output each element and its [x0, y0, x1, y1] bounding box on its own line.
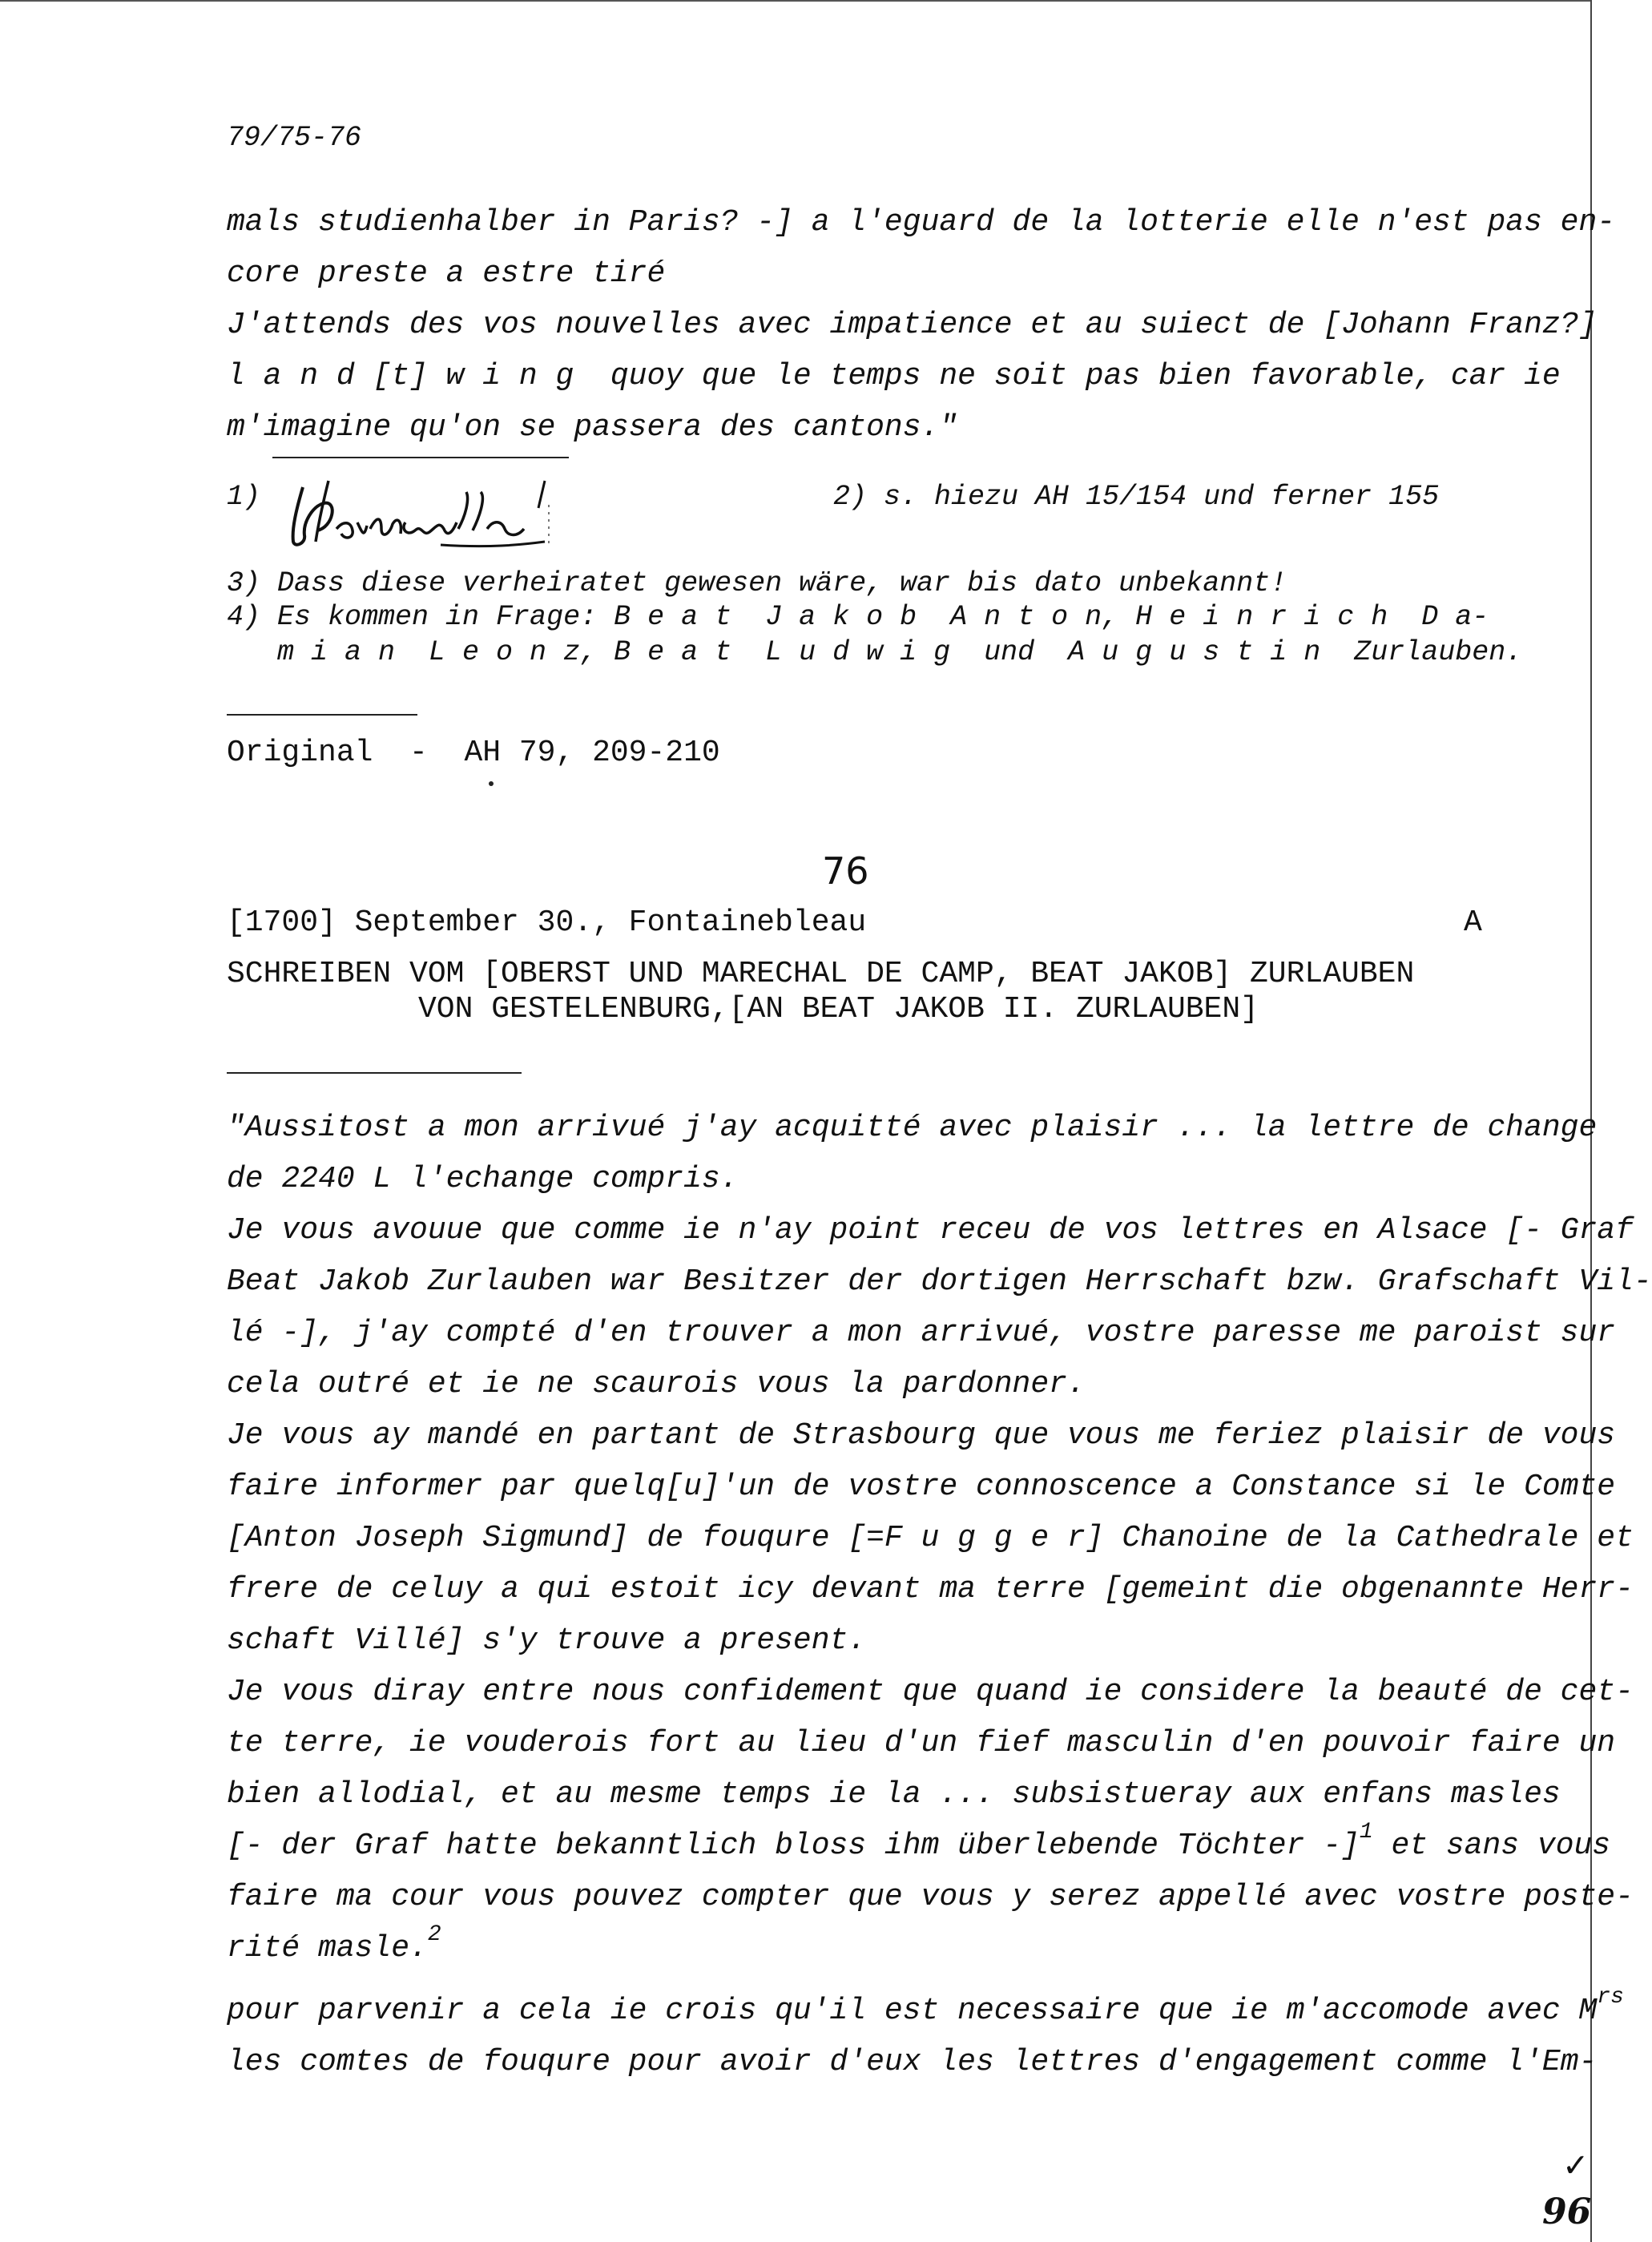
body-line-5: lé -], j'ay compté d'en trouver a mon arrivué, vostre paresse me paroist sur	[227, 1316, 1616, 1350]
body-line-12: Je vous diray entre nous confidement que quand ie considere la beauté de cet-	[227, 1675, 1634, 1709]
body-line-10: frere de celuy a qui estoit icy devant ma terre [gemeint die obgenannte Herr-	[227, 1572, 1634, 1607]
document-number: 76	[822, 849, 869, 893]
body-line-4: Beat Jakob Zurlauben war Besitzer der dortigen Herrschaft bzw. Grafschaft Vil-	[227, 1264, 1652, 1299]
page-border-top	[0, 0, 1590, 2]
footnote-4-line-2: m i a n L e o n z, B e a t L u d w i g und A u g u s t i n Zurlauben.	[227, 636, 1523, 668]
continuation-line-5: m'imagine qu'on se passera des cantons."	[227, 410, 958, 445]
footnote-separator	[272, 457, 569, 458]
footnote-4-line-1: 4) Es kommen in Frage: B e a t J a k o b A n t o n, H e i n r i c h D a-	[227, 601, 1489, 633]
body-line-14: bien allodial, et au mesme temps ie la ... subsistueray aux enfans masles	[227, 1777, 1561, 1812]
source-reference: Original - AH 79, 209-210	[227, 736, 720, 770]
document-date-place: [1700] September 30., Fontainebleau	[227, 905, 867, 940]
body-line-13: te terre, ie vouderois fort au lieu d'un fief masculin d'en pouvoir faire un	[227, 1726, 1616, 1760]
body-line-2: de 2240 L l'echange compris.	[227, 1162, 739, 1196]
footnote-1-label: 1)	[227, 481, 261, 513]
continuation-line-3: J'attends des vos nouvelles avec impatience et au suiect de [Johann Franz?]	[227, 308, 1598, 342]
page-reference: 79/75-76	[227, 122, 362, 154]
title-separator	[227, 1072, 522, 1074]
body-line-9: [Anton Joseph Sigmund] de fouqure [=F u g g e r] Chanoine de la Cathedrale et	[227, 1521, 1634, 1555]
body-line-15-text: [- der Graf hatte bekanntlich bloss ihm überlebende Töchter -]	[227, 1829, 1360, 1863]
body-line-8: faire informer par quelq[u]'un de vostre connoscence a Constance si le Comte	[227, 1470, 1616, 1504]
body-line-18-text: pour parvenir a cela ie crois qu'il est necessaire que ie m'accomode avec M	[227, 1994, 1598, 2028]
body-line-6: cela outré et ie ne scaurois vous la pardonner.	[227, 1367, 1086, 1401]
footnote-3: 3) Dass diese verheiratet gewesen wäre, war bis dato unbekannt!	[227, 567, 1287, 599]
source-separator	[227, 714, 417, 716]
footnote-ref-1: 1	[1359, 1820, 1373, 1845]
signature-image	[280, 465, 585, 553]
footnote-2: 2) s. hiezu AH 15/154 und ferner 155	[833, 481, 1440, 513]
footnote-ref-2: 2	[427, 1922, 441, 1947]
document-title-line-1: SCHREIBEN VOM [OBERST UND MARECHAL DE CAMP, BEAT JAKOB] ZURLAUBEN	[227, 957, 1415, 991]
body-line-11: schaft Villé] s'y trouve a present.	[227, 1623, 867, 1658]
stray-dot	[489, 781, 494, 786]
continuation-line-4: l a n d [t] w i n g quoy que le temps ne soit pas bien favorable, car ie	[227, 359, 1561, 393]
superscript-rs: rs	[1597, 1985, 1624, 2010]
body-line-19: les comtes de fouqure pour avoir d'eux les lettres d'engagement comme l'Em-	[227, 2045, 1598, 2079]
continuation-line-1: mals studienhalber in Paris? -] a l'eguard de la lotterie elle n'est pas en-	[227, 205, 1616, 240]
document-type-letter: A	[1464, 905, 1482, 940]
body-line-7: Je vous ay mandé en partant de Strasbourg que vous me feriez plaisir de vous	[227, 1418, 1616, 1453]
continuation-line-2: core preste a estre tiré	[227, 256, 666, 291]
body-line-16: faire ma cour vous pouvez compter que vous y serez appellé avec vostre poste-	[227, 1880, 1634, 1914]
body-line-3: Je vous avouue que comme ie n'ay point receu de vos lettres en Alsace [- Graf	[227, 1213, 1634, 1248]
page-number-handwritten: 96	[1542, 2192, 1592, 2232]
document-title-line-2: VON GESTELENBURG,[AN BEAT JAKOB II. ZURLAUBEN]	[418, 992, 1259, 1026]
body-line-18	[227, 1985, 1624, 2028]
body-line-15-tail: et sans vous	[1372, 1829, 1611, 1863]
check-mark: ✓	[1562, 2147, 1590, 2184]
body-line-1: "Aussitost a mon arrivué j'ay acquitté avec plaisir ... la lettre de change	[227, 1111, 1598, 1145]
body-line-17	[227, 1922, 441, 1966]
body-line-15	[227, 1820, 1611, 1863]
body-line-17-text: rité masle.	[227, 1931, 428, 1966]
